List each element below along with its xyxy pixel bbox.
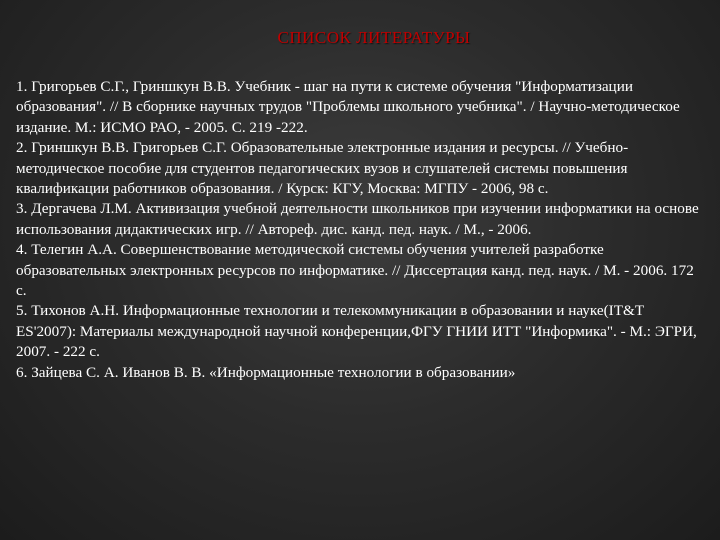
- slide-title: СПИСОК ЛИТЕРАТУРЫ: [277, 28, 471, 47]
- reference-item-3: 3. Дергачева Л.М. Активизация учебной деятельности школьников при изучении информатики на основе использования дидактических игр. // Автореф. дис. канд. пед. наук. / М., - 2006.: [16, 200, 699, 238]
- reference-item-5: 5. Тихонов А.Н. Информационные технологии и телекоммуникации в образовании и науке(IT&T ES'2007): Материалы международной научной конференции,ФГУ ГНИИ ИТТ "Информика". - М.: ЭГРИ, 2007. - 222 с.: [16, 302, 697, 361]
- reference-item-4: 4. Телегин А.А. Совершенствование методической системы обучения учителей разработке образовательных электронных ресурсов по информатике. // Диссертация канд. пед. наук. / М. - 2006. 172 с.: [16, 241, 694, 300]
- references-list: [16, 77, 706, 383]
- reference-item-1: 1. Григорьев С.Г., Гриншкун В.В. Учебник - шаг на пути к системе обучения "Информатизации образования". // В сборнике научных трудов "Проблемы школьного учебника". / Научно-методическое издание. М.: ИСМО РАО, - 2005. С. 219 -222.: [16, 78, 680, 136]
- reference-item-6: 6. Зайцева С. А. Иванов В. В. «Информационные технологии в образовании»: [16, 363, 516, 381]
- reference-item-2: 2. Гриншкун В.В. Григорьев С.Г. Образовательные электронные издания и ресурсы. // Учебно-методическое пособие для студентов педагогических вузов и слушателей системы повышения квалификации работников образования. / Курск: КГУ, Москва: МГПУ - 2006, 98 с.: [16, 139, 629, 198]
